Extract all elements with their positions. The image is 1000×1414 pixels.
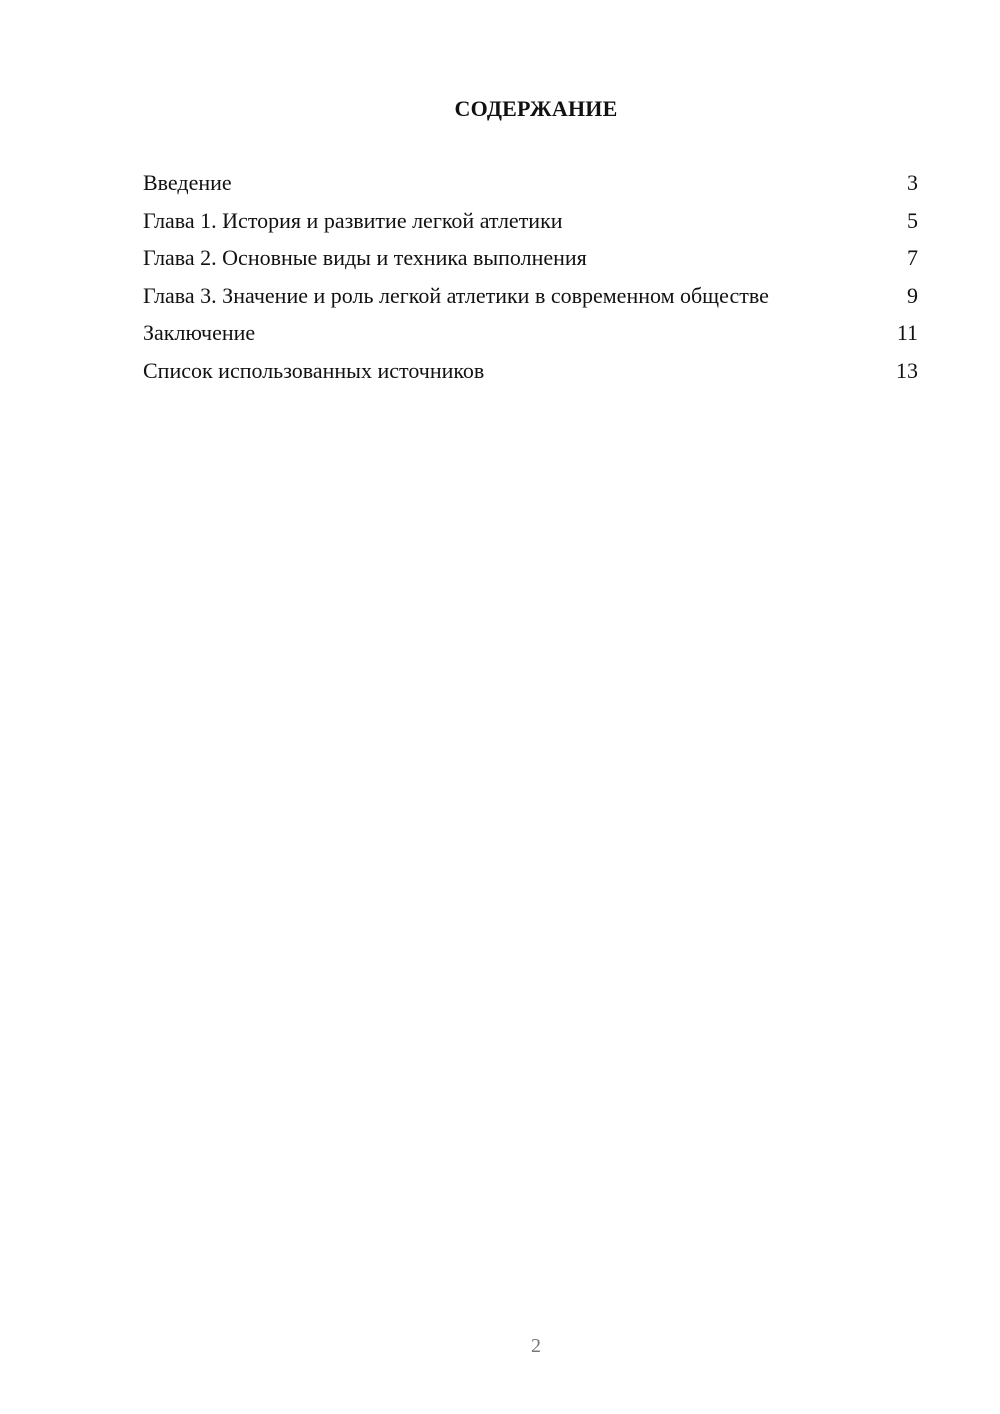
toc-entry-page: 3	[907, 170, 918, 195]
toc-entry-text: Список использованных источников	[143, 357, 485, 383]
toc-entry-page: 7	[907, 245, 918, 270]
toc-entry-text: Глава 3. Значение и роль легкой атлетики в современном обществе	[143, 282, 769, 308]
toc-entry-page: 13	[896, 357, 918, 383]
page-number: 2	[531, 1335, 541, 1357]
toc-entry-chapter-3	[143, 283, 918, 309]
toc-entry-chapter-1	[143, 208, 918, 234]
table-of-contents	[143, 170, 918, 395]
toc-entry-text: Введение	[143, 170, 232, 195]
page-title: СОДЕРЖАНИЕ	[454, 96, 618, 121]
toc-entry-chapter-2	[143, 245, 918, 271]
toc-entry-page: 11	[896, 320, 918, 345]
toc-entry-text: Глава 1. История и развитие легкой атлетики	[143, 207, 563, 233]
toc-entry-introduction	[143, 170, 918, 196]
toc-entry-text: Заключение	[143, 320, 256, 345]
toc-entry-conclusion	[143, 320, 918, 346]
toc-entry-text: Глава 2. Основные виды и техника выполнения	[143, 245, 587, 270]
toc-entry-references	[143, 358, 918, 384]
toc-entry-page: 9	[907, 282, 918, 308]
toc-entry-page: 5	[907, 207, 918, 233]
